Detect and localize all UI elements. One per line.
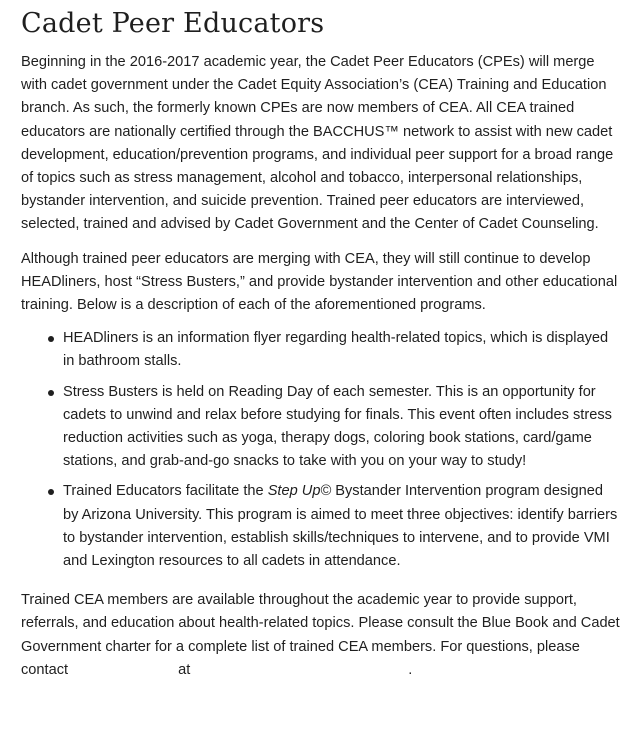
intro-paragraph: Beginning in the 2016-2017 academic year, the Cadet Peer Educators (CPEs) will merge with cadet government under the Cadet Equity Association’s (CEA) Training and Education branch. As such, the formerly known CPEs are now members of CEA. All CEA trained educators are nationally certified through the BACCHUS™ network to assist with new cadet development, education/prevention programs, and individual peer support for a broad range of topics such as stress management, alcohol and tobacco, interpersonal relationships, bystander intervention, and suicide prevention. Trained peer educators are interviewed, selected, trained and advised by Cadet Government and the Center of Cadet Counseling. bbox=[21, 54, 614, 233]
list-item-stress-busters bbox=[63, 381, 621, 474]
contact-paragraph bbox=[21, 589, 621, 682]
bullet-icon bbox=[48, 489, 54, 495]
contact-end-text: . bbox=[408, 661, 413, 678]
step-up-program-name: Step Up© bbox=[267, 483, 332, 500]
list-item-text-start: Trained Educators facilitate the bbox=[63, 483, 268, 500]
content-area bbox=[21, 0, 621, 682]
list-item-text-end: Bystander Intervention program designed by Arizona University. This program is aimed to meet three objectives: identify barriers to bystander intervention, establish skills/techniques to intervene, and to provide VMI and Lexington resources to all cadets in attendance. bbox=[63, 483, 618, 570]
list-item-text: HEADliners is an information flyer regarding health-related topics, which is displayed in bathroom stalls. bbox=[63, 330, 609, 370]
bullet-icon bbox=[48, 336, 54, 342]
contact-at-text: at bbox=[178, 661, 191, 678]
list-item-text: Stress Busters is held on Reading Day of each semester. This is an opportunity for cadets to unwind and relax before studying for finals. This event often includes stress reduction activities such as yoga, therapy dogs, coloring book stations, card/game stations, and grab-and-go snacks to take with you on your way to study! bbox=[63, 383, 612, 470]
list-item-step-up bbox=[63, 480, 621, 573]
programs-paragraph: Although trained peer educators are merging with CEA, they will still continue to develop HEADliners, host “Stress Busters,” and provide bystander intervention and other educational training. Below is a description of each of the aforementioned programs. bbox=[21, 250, 618, 314]
list-item-headliners bbox=[63, 327, 621, 373]
programs-list bbox=[21, 327, 621, 573]
bullet-icon bbox=[48, 390, 54, 396]
contact-text: Trained CEA members are available throughout the academic year to provide support, referrals, and education about health-related topics. Please consult the Blue Book and Cadet Government charter for a complete list of trained CEA members. For questions, please contact bbox=[21, 592, 620, 678]
page-title: Cadet Peer Educators bbox=[21, 8, 325, 39]
